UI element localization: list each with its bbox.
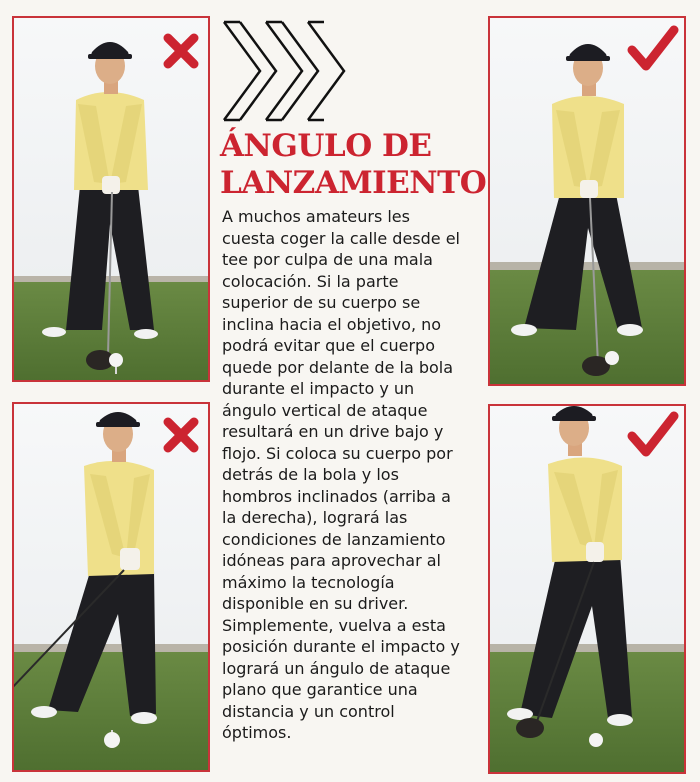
body-line: inclina hacia el objetivo, no [222,314,442,334]
body-line: podrá evitar que el cuerpo [222,336,435,355]
photo-top-left-incorrect-setup [12,16,210,382]
body-line: condiciones de lanzamiento [222,529,446,549]
body-line: óptimos. [222,723,292,742]
photo-top-right-correct-setup [488,16,686,386]
body-line: hombros inclinados (arriba a [222,486,451,506]
body-line: superior de su cuerpo se [222,293,421,312]
body-line: plano que garantice una [222,680,418,699]
body-line: posición durante el impacto y [222,637,460,656]
body-line: máximo la tecnología [222,572,395,592]
body-line: Simplemente, vuelva a esta [222,615,446,635]
body-line: flojo. Si coloca su cuerpo por [222,443,453,463]
body-line: logrará un ángulo de ataque [222,658,451,678]
body-line: ángulo vertical de ataque [222,400,428,420]
body-line: colocación. Si la parte [222,271,399,291]
body-line: tee por culpa de una mala [222,250,433,269]
body-line: disponible en su driver. [222,594,409,613]
body-line: cuesta coger la calle desde el [222,228,460,248]
body-line: distancia y un control [222,701,395,721]
body-line: durante el impacto y un [222,379,415,398]
body-line: resultará en un drive bajo y [222,422,444,441]
body-line: quede por delante de la bola [222,357,454,377]
body-line: la derecha), logrará las [222,508,408,527]
photo-bottom-left-incorrect-impact [12,402,210,772]
article-title [220,128,487,202]
article-title-line: LANZAMIENTO [220,165,487,201]
body-line: detrás de la bola y los [222,465,399,484]
article-title-line: ÁNGULO DE [220,128,432,164]
article-body [222,206,488,744]
triple-chevron-icon [222,18,350,124]
photo-bottom-right-correct-impact [488,404,686,774]
body-line: idóneas para aprovechar al [222,551,441,570]
body-line: A muchos amateurs les [222,207,410,226]
